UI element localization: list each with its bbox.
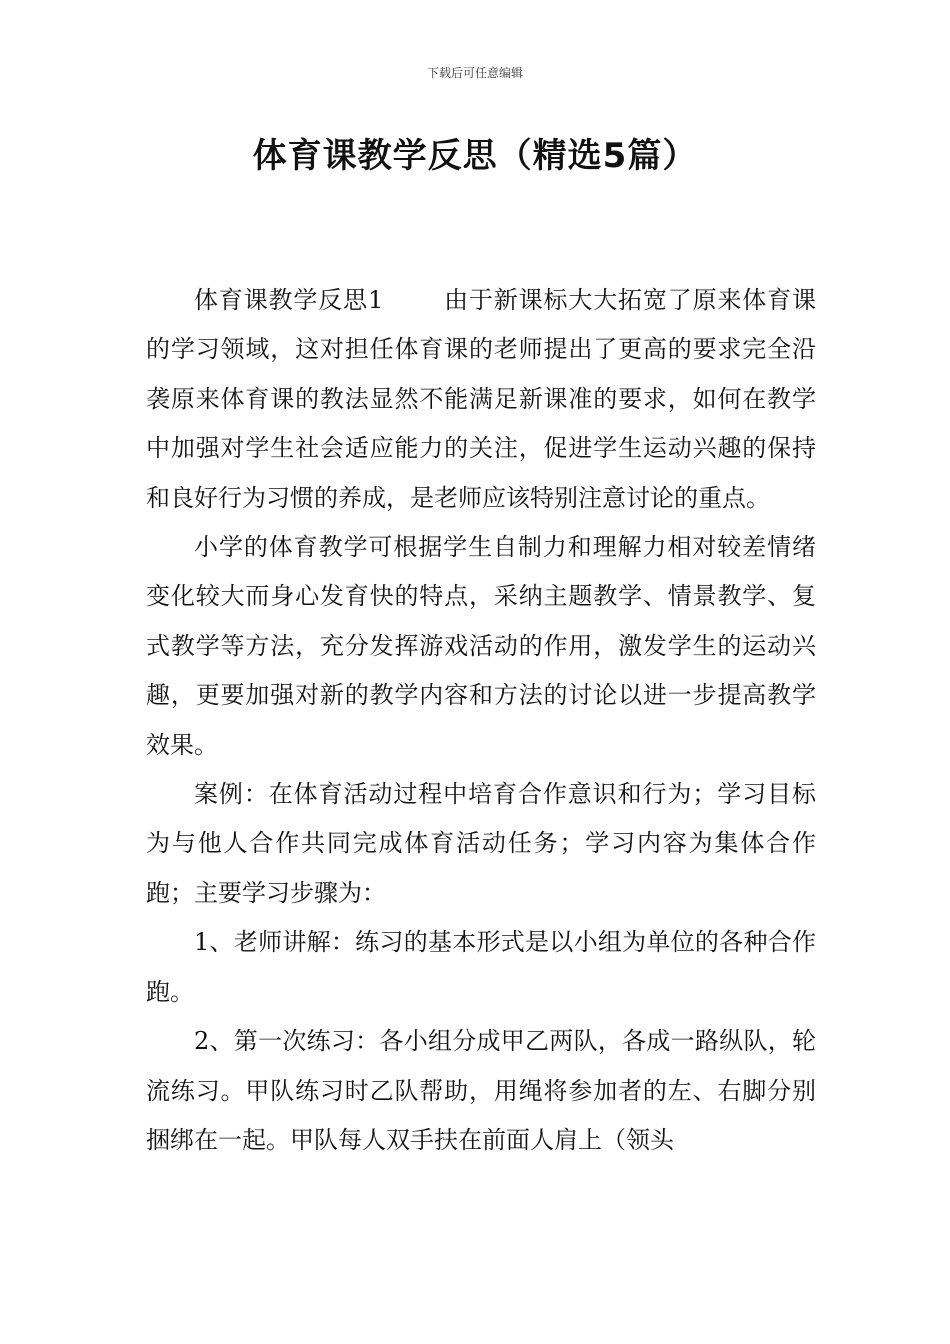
document-body — [146, 276, 816, 1165]
document-title: 体育课教学反思（精选5篇） — [252, 136, 698, 176]
paragraph-3: 案例：在体育活动过程中培育合作意识和行为；学习目标为与他人合作共同完成体育活动任务；学习内容为集体合作跑；主要学习步骤为： — [146, 780, 816, 907]
header-note: 下载后可任意编辑 — [426, 66, 523, 80]
paragraph-2: 小学的体育教学可根据学生自制力和理解力相对较差情绪变化较大而身心发育快的特点，采纳主题教学、情景教学、复式教学等方法，充分发挥游戏活动的作用，激发学生的运动兴趣，更要加强对新的教学内容和方法的讨论以进一步提高教学效果。 — [146, 533, 816, 759]
paragraph-1 — [146, 276, 816, 523]
paragraph-5: 2、第一次练习：各小组分成甲乙两队，各成一路纵队，轮流练习。甲队练习时乙队帮助，用绳将参加者的左、右脚分别捆绑在一起。甲队每人双手扶在前面人肩上（领头 — [146, 1027, 816, 1154]
section-heading: 体育课教学反思1 — [194, 286, 384, 314]
paragraph-1-text: 由于新课标大大拓宽了原来体育课的学习领域，这对担任体育课的老师提出了更高的要求完全沿袭原来体育课的教法显然不能满足新课准的要求，如何在教学中加强对学生社会适应能力的关注，促进学生运动兴趣的保持和良好行为习惯的养成，是老师应该特别注意讨论的重点。 — [146, 286, 816, 512]
paragraph-4: 1、老师讲解：练习的基本形式是以小组为单位的各种合作跑。 — [146, 928, 816, 1006]
